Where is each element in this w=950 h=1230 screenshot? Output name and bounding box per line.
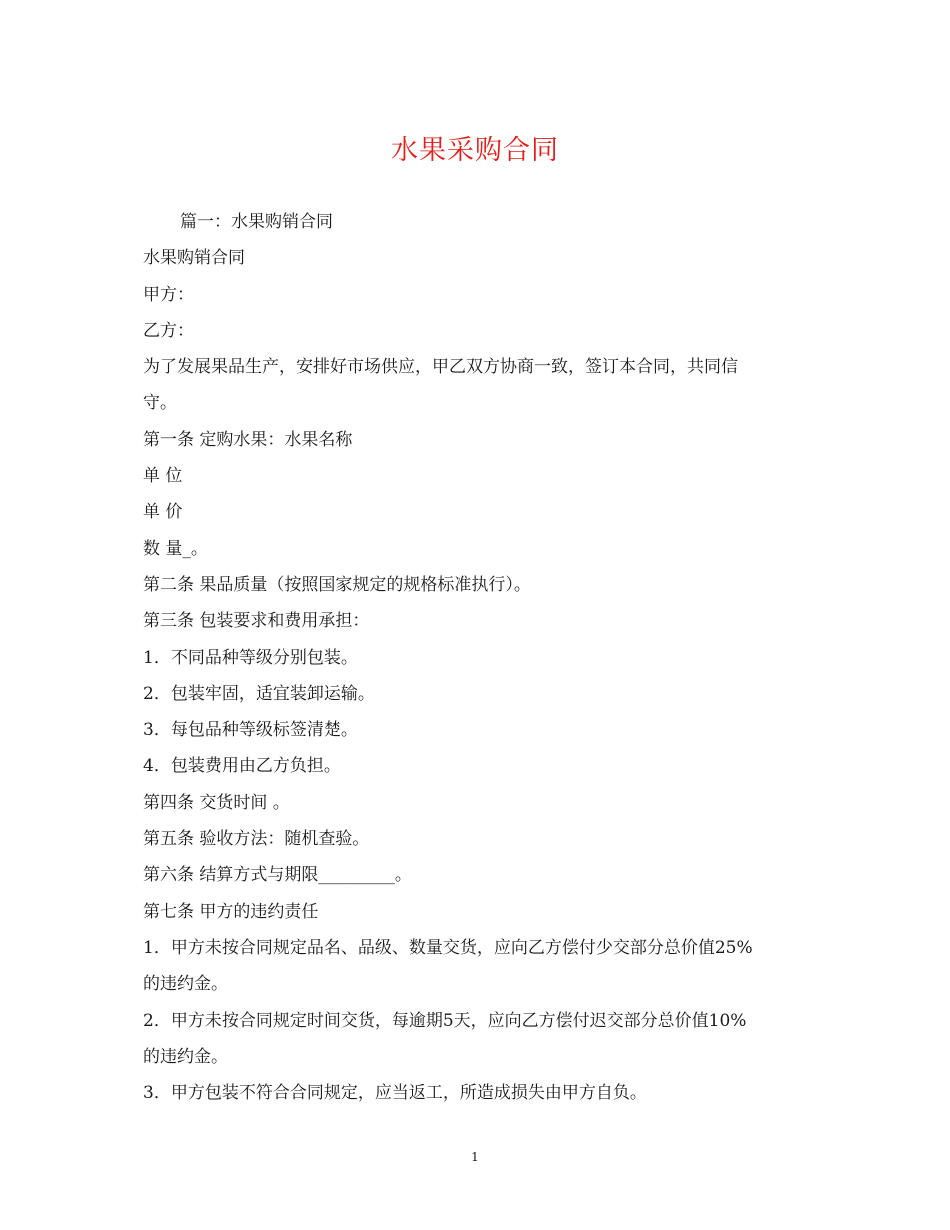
document-line: 甲方： xyxy=(143,284,194,305)
document-line: 3．甲方包装不符合合同规定，应当返工，所造成损失由甲方自负。 xyxy=(143,1083,647,1104)
document-line: 1．甲方未按合同规定品名、品级、数量交货，应向乙方偿付少交部分总价值25% xyxy=(143,937,753,958)
document-line: 水果购销合同 xyxy=(143,248,245,269)
document-line: 3．每包品种等级标签清楚。 xyxy=(143,720,358,741)
document-line: 数 量_。 xyxy=(143,538,208,559)
document-line: 单 价 xyxy=(143,502,183,523)
document-line: 第四条 交货时间 。 xyxy=(143,792,290,813)
document-line: 2．甲方未按合同规定时间交货，每逾期5天，应向乙方偿付迟交部分总价值10% xyxy=(143,1010,747,1031)
document-line: 为了发展果品生产，安排好市场供应，甲乙双方协商一致，签订本合同，共同信 xyxy=(143,357,738,378)
document-title: 水果采购合同 xyxy=(391,135,559,166)
document-line: 第三条 包装要求和费用承担： xyxy=(143,611,370,632)
document-line: 第五条 验收方法：随机查验。 xyxy=(143,829,370,850)
document-line: 篇一：水果购销合同 xyxy=(180,212,333,232)
document-line: 第一条 定购水果：水果名称 xyxy=(143,429,353,450)
document-line: 4．包装费用由乙方负担。 xyxy=(143,756,341,777)
document-line: 第二条 果品质量（按照国家规定的规格标准执行）。 xyxy=(143,574,531,595)
document-line: 1．不同品种等级分别包装。 xyxy=(143,647,358,668)
document-line: 的违约金。 xyxy=(143,974,228,995)
page-number: 1 xyxy=(471,1150,479,1164)
document-line: 第七条 甲方的违约责任 xyxy=(143,901,319,922)
document-line: 单 位 xyxy=(143,466,183,487)
document-line: 守。 xyxy=(143,393,177,414)
document-body xyxy=(143,204,811,1111)
document-line: 乙方： xyxy=(143,320,194,341)
document-line: 2．包装牢固，适宜装卸运输。 xyxy=(143,683,375,704)
document-line: 第六条 结算方式与期限_________。 xyxy=(143,865,412,886)
document-line: 的违约金。 xyxy=(143,1046,228,1067)
